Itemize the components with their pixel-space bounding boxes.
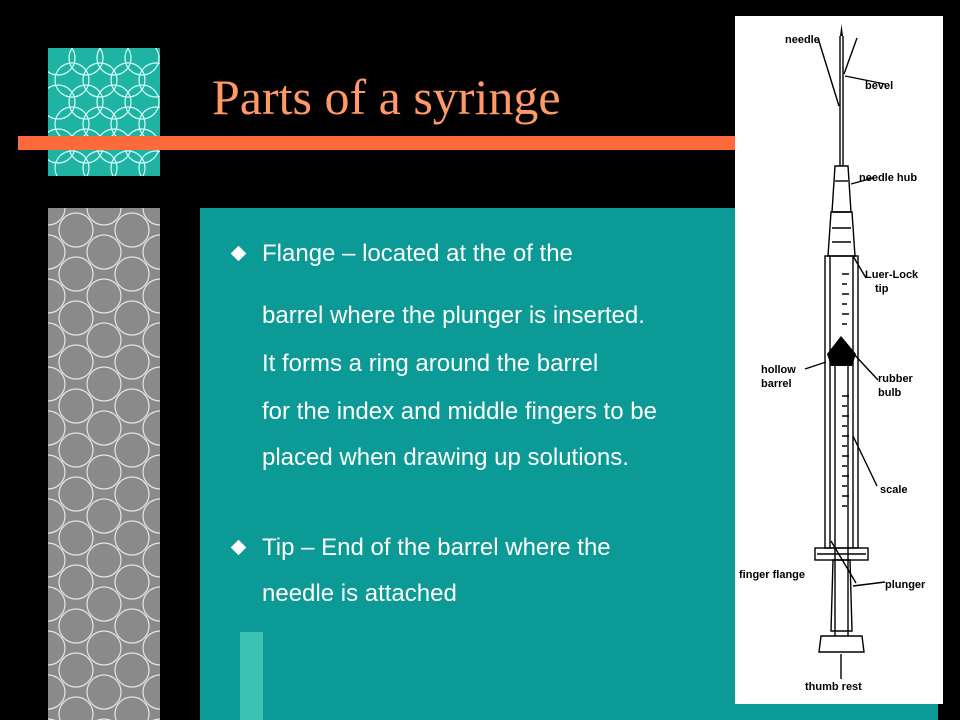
label-bevel: bevel <box>865 80 894 92</box>
label-needle-hub: needle hub <box>859 172 918 184</box>
slide-title: Parts of a syringe <box>212 69 561 125</box>
decorative-circle-tile-teal <box>48 48 160 176</box>
label-bulb: bulb <box>878 387 902 399</box>
title-rule <box>18 136 738 150</box>
accent-bar <box>240 632 263 720</box>
bullet-text-line: It forms a ring around the barrel <box>262 350 599 377</box>
bullet-text-line: needle is attached <box>262 580 457 607</box>
label-barrel: barrel <box>761 378 792 390</box>
label-rubber: rubber <box>878 373 913 385</box>
bullet-text-line: Tip – End of the barrel where the <box>262 534 611 561</box>
label-luer-lock: Luer-Lock <box>865 269 919 281</box>
label-hollow: hollow <box>761 364 796 376</box>
bullet-text-line: placed when drawing up solutions. <box>262 444 629 471</box>
bullet-text-line: for the index and middle fingers to be <box>262 398 657 425</box>
bullet-text-line: barrel where the plunger is inserted. <box>262 302 645 329</box>
label-plunger: plunger <box>885 579 926 591</box>
label-thumb-rest: thumb rest <box>805 681 862 693</box>
bullet-text-line: Flange – located at the of the <box>262 240 573 267</box>
label-finger-flange: finger flange <box>739 569 806 581</box>
label-needle: needle <box>785 34 820 46</box>
label-scale: scale <box>880 484 908 496</box>
label-luer-lock-tip: tip <box>875 283 889 295</box>
decorative-circle-tile-gray <box>48 208 160 720</box>
syringe-diagram <box>735 16 943 704</box>
